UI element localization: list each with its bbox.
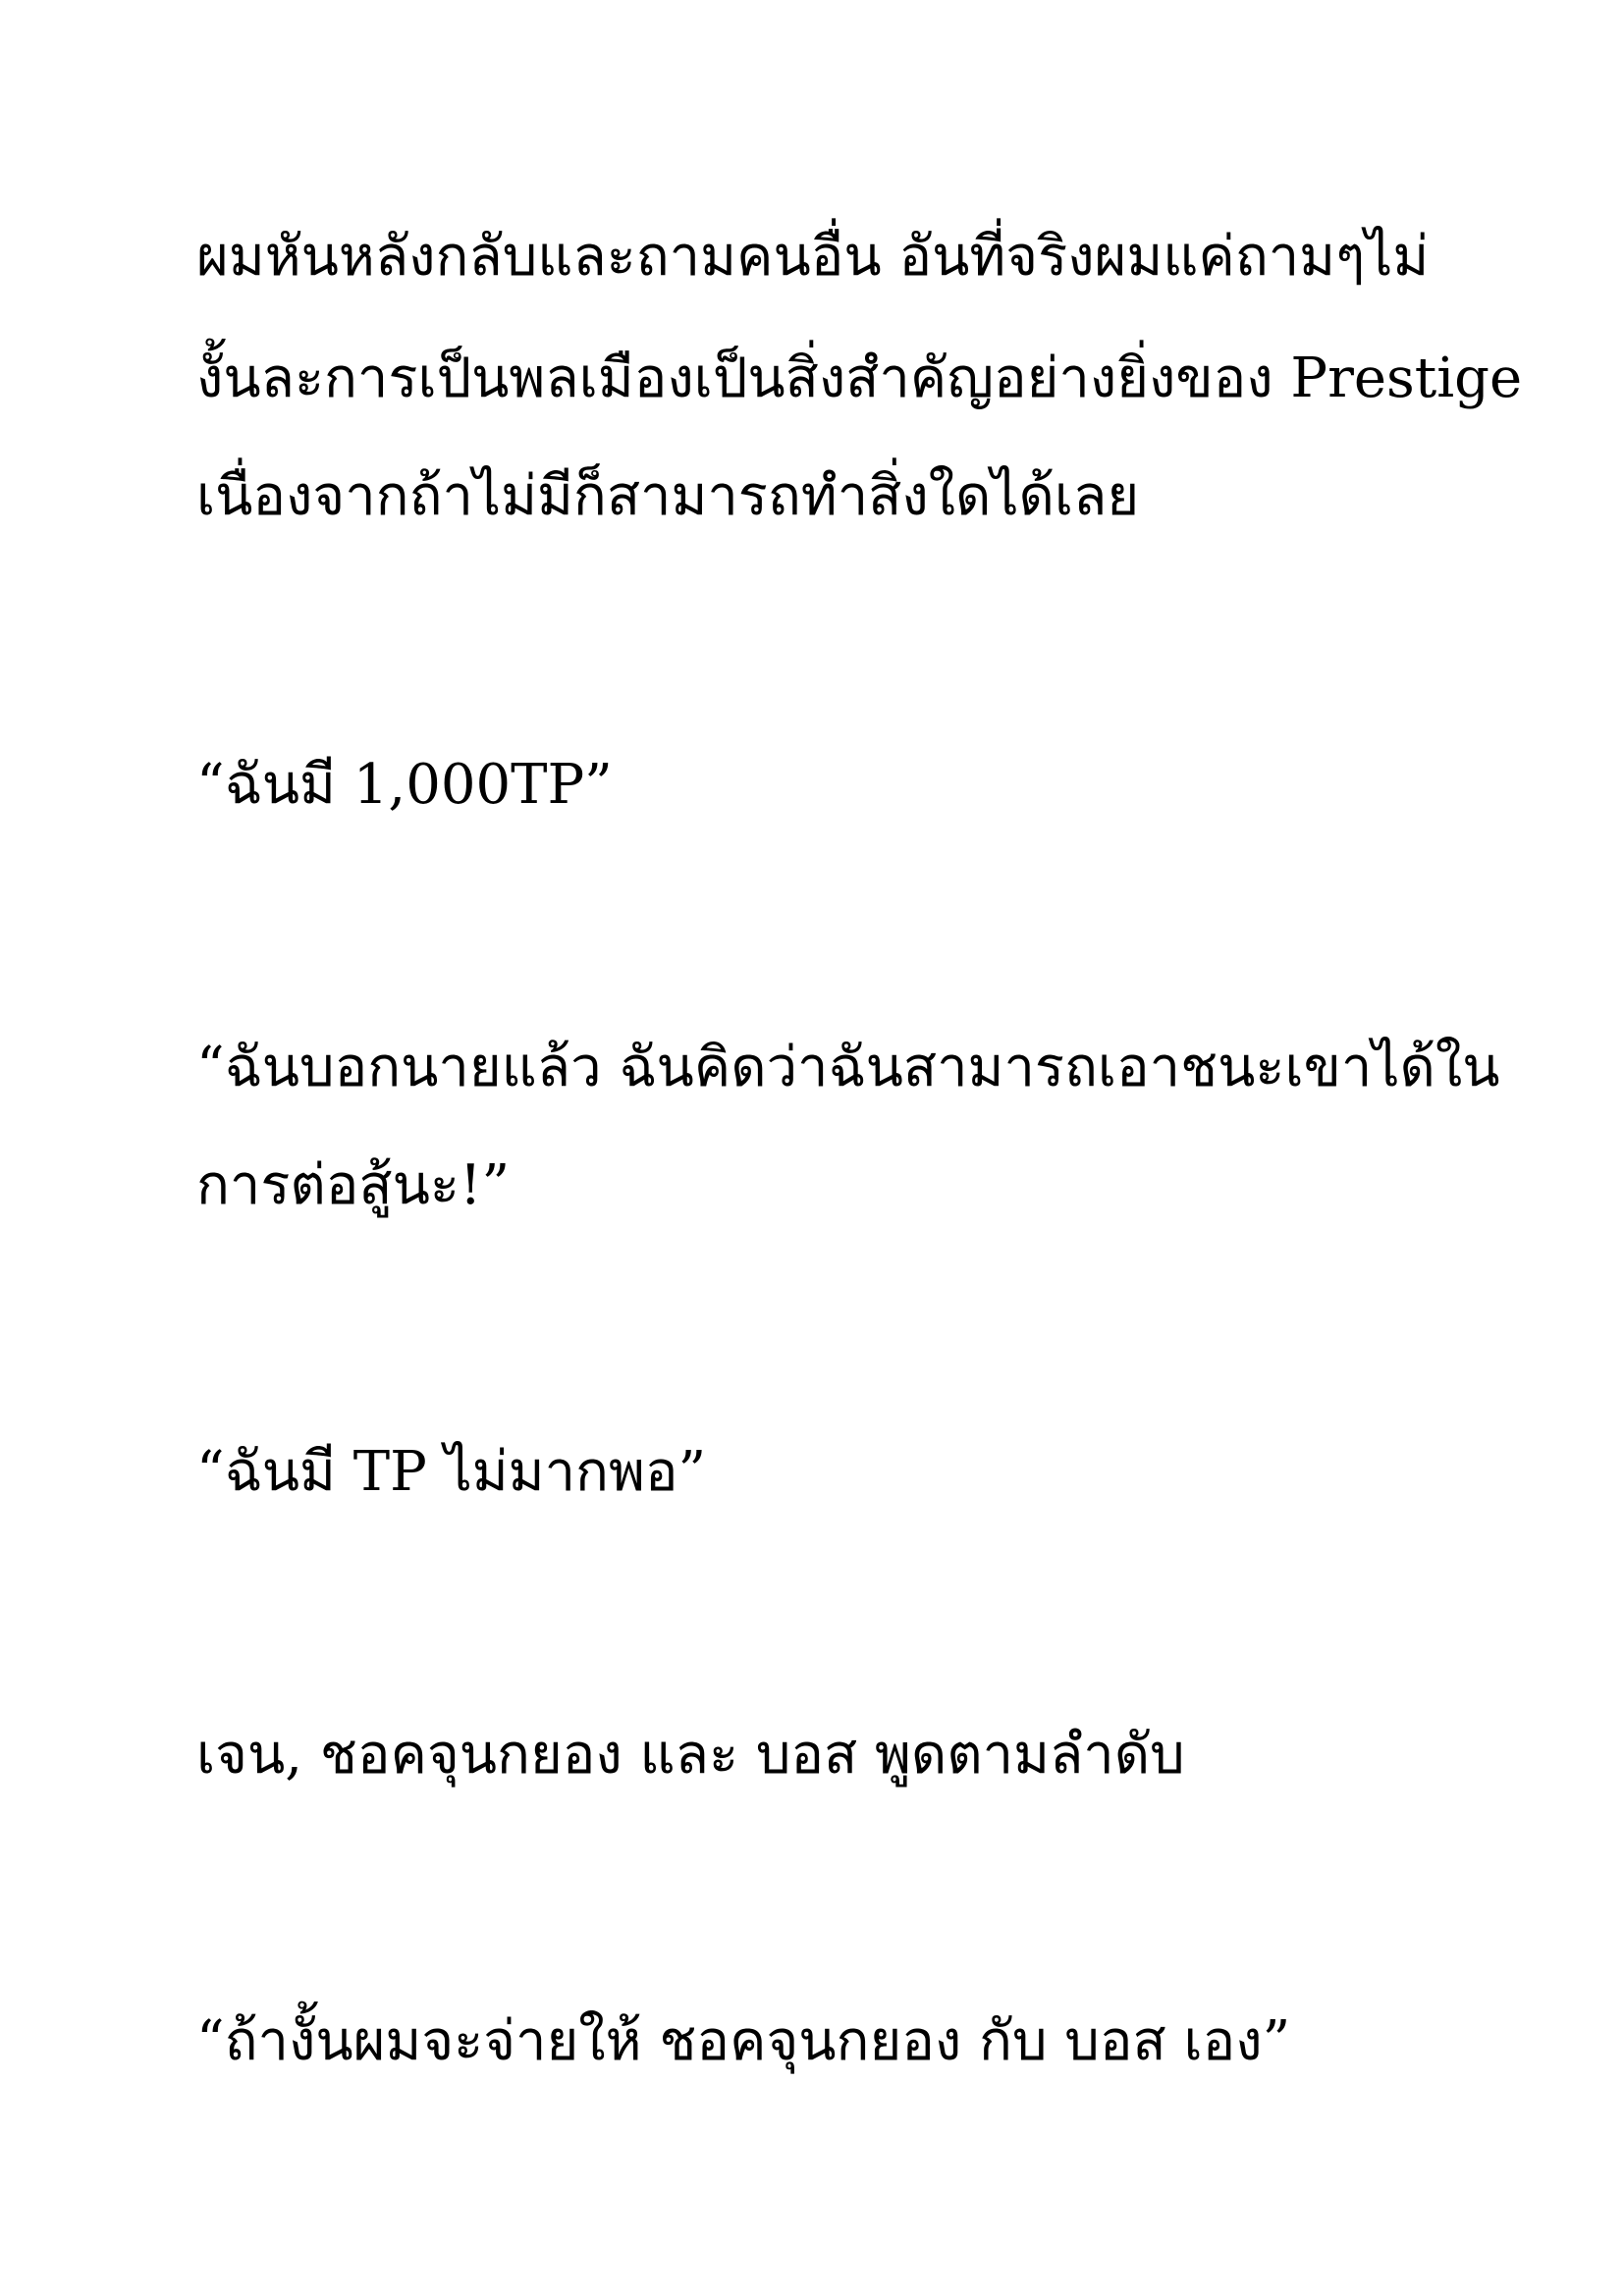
paragraph-2-line-1: “ฉันมี 1,000TP”	[196, 753, 613, 817]
paragraph-1-line-1: ผมหันหลังกลับและถามคนอื่น อันที่จริงผมแค่ถามๆไม่	[196, 225, 1430, 289]
paragraph-6-line-1: “ถ้างั้นผมจะจ่ายให้ ชอคจุนกยอง กับ บอส เอง”	[196, 2009, 1291, 2073]
paragraph-3-line-2: การต่อสู้นะ!”	[196, 1153, 511, 1217]
paragraph-1-line-2: งั้นละการเป็นพลเมืองเป็นสิ่งสำคัญอย่างยิ่งของ Prestige	[196, 347, 1523, 410]
paragraph-3-line-1: “ฉันบอกนายแล้ว ฉันคิดว่าฉันสามารถเอาชนะเขาได้ใน	[196, 1036, 1500, 1099]
paragraph-5-line-1: เจน, ชอคจุนกยอง และ บอส พูดตามลำดับ	[196, 1723, 1185, 1787]
paragraph-1-line-3: เนื่องจากถ้าไม่มีก็สามารถทำสิ่งใดได้เลย	[196, 464, 1140, 528]
paragraph-4-line-1: “ฉันมี TP ไม่มากพอ”	[196, 1440, 707, 1504]
